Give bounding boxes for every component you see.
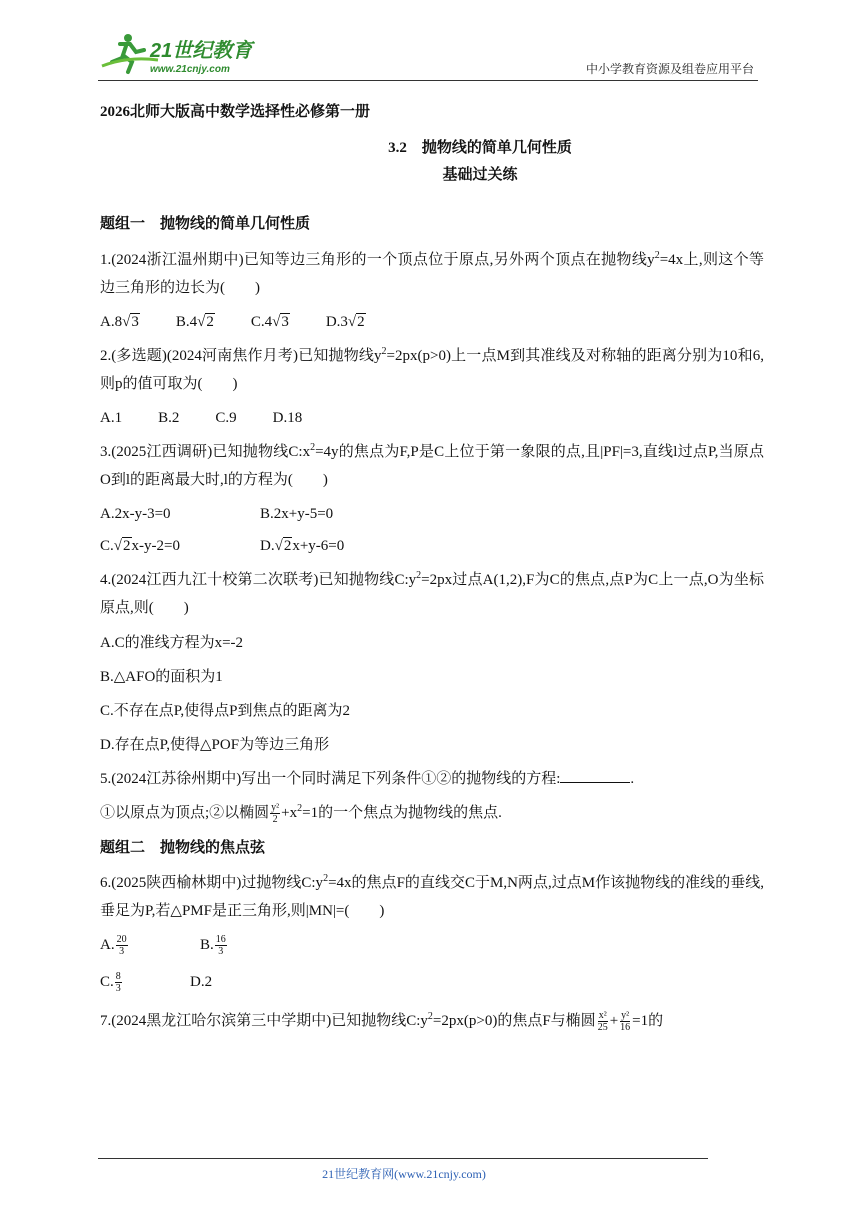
option-c: C.√2x-y-2=0 [100, 538, 180, 554]
question-6-options-row1 [100, 933, 764, 958]
book-title: 2026北师大版高中数学选择性必修第一册 [100, 104, 371, 120]
option-a: A.1 [100, 410, 123, 426]
logo-text: 21世纪教育 [150, 40, 253, 62]
option-b: B.4√2 [175, 314, 214, 330]
logo-url: www.21cnjy.com [150, 64, 230, 75]
option-c: C.9 [215, 410, 237, 426]
question-1: 1.(2024浙江温州期中)已知等边三角形的一个顶点位于原点,另外两个顶点在抛物线$y^2=4x$上,则这个等边三角形的边长为( ) [100, 250, 764, 296]
footer-divider [98, 1158, 708, 1159]
question-7: 7.(2024黑龙江哈尔滨第三中学期中)已知抛物线$C:y^2=2px(p>0)$的焦点F与椭圆 $\frac{\text{x²}}{25}$ + $\frac{\text{y²}}{16}$ =1的 [100, 1010, 664, 1034]
page-header [98, 30, 758, 81]
option-c: C. $\frac{8}{3}$ [100, 971, 121, 995]
question-6: 6.(2025陕西榆林期中)过抛物线$C:y^2=4x$的焦点F的直线交C于M,N两点,过点M作该抛物线的准线的垂线,垂足为P,若△PMF是正三角形,则|MN|=( ) [100, 873, 764, 919]
option-b: B.△AFO的面积为1 [100, 669, 223, 685]
question-1-options [100, 310, 764, 335]
question-3-options-row1 [100, 502, 764, 527]
option-a: A.2x-y-3=0 [100, 506, 171, 522]
option-a: A.C的准线方程为x=-2 [100, 635, 244, 651]
platform-name: 中小学教育资源及组卷应用平台 [585, 62, 754, 76]
section-subtitle: 基础过关练 [442, 167, 518, 183]
question-5-conditions: ①以原点为顶点;②以椭圆 $\frac{\text{y²}}{2}$ $+x^2=1$的一个焦点为抛物线的焦点. [100, 802, 502, 826]
group-title-2: 题组二 抛物线的焦点弦 [100, 840, 266, 856]
option-a: A.8√3 [100, 314, 139, 330]
document-body [100, 100, 764, 1043]
option-d: D.存在点P,使得△POF为等边三角形 [100, 737, 330, 753]
section-title: 3.2 抛物线的简单几何性质 [388, 140, 572, 156]
option-d: D.3√2 [325, 314, 365, 330]
page-footer [0, 1165, 860, 1182]
question-2: 2.(多选题)(2024河南焦作月考)已知抛物线$y^2=2px(p>0)$上一点M到其准线及对称轴的距离分别为10和6,则p的值可取为( ) [100, 346, 765, 392]
option-b: B.2 [158, 410, 180, 426]
option-d: D.18 [272, 410, 303, 426]
fraction: $\frac{\text{y²}}{16}$ [620, 1010, 631, 1034]
fraction: $\frac{\text{x²}}{25}$ [597, 1010, 608, 1034]
option-c: C.不存在点P,使得点P到焦点的距离为2 [100, 703, 351, 719]
question-2-options [100, 406, 764, 431]
answer-blank[interactable] [560, 768, 630, 783]
option-a: A. $\frac{20}{3}$ [100, 934, 127, 958]
question-4: 4.(2024江西九江十校第二次联考)已知抛物线$C:y^2=2px$过点A(1,2),F为C的焦点,点P为C上一点,O为坐标原点,则( ) [100, 570, 764, 616]
fraction: $\frac{\text{y²}}{2}$ [271, 802, 280, 826]
option-d: D.√2x+y-6=0 [260, 538, 345, 554]
option-c: C.4√3 [250, 314, 289, 330]
option-b: B. $\frac{16}{3}$ [200, 934, 226, 958]
group-title-1: 题组一 抛物线的简单几何性质 [100, 216, 311, 232]
option-d: D.2 [190, 974, 213, 990]
question-6-options-row2 [100, 970, 764, 995]
option-b: B.2x+y-5=0 [260, 506, 334, 522]
footer-link[interactable]: 21世纪教育网(www.21cnjy.com) [322, 1167, 486, 1181]
question-3-options-row2 [100, 534, 764, 559]
question-3: 3.(2025江西调研)已知抛物线$C:x^2=4y$的焦点为F,P是C上位于第一象限的点,且|PF|=3,直线l过点P,当原点O到l的距离最大时,l的方程为( ) [100, 442, 764, 488]
site-logo [98, 30, 268, 78]
question-5: 5.(2024江苏徐州期中)写出一个同时满足下列条件①②的抛物线的方程: . [100, 766, 764, 792]
